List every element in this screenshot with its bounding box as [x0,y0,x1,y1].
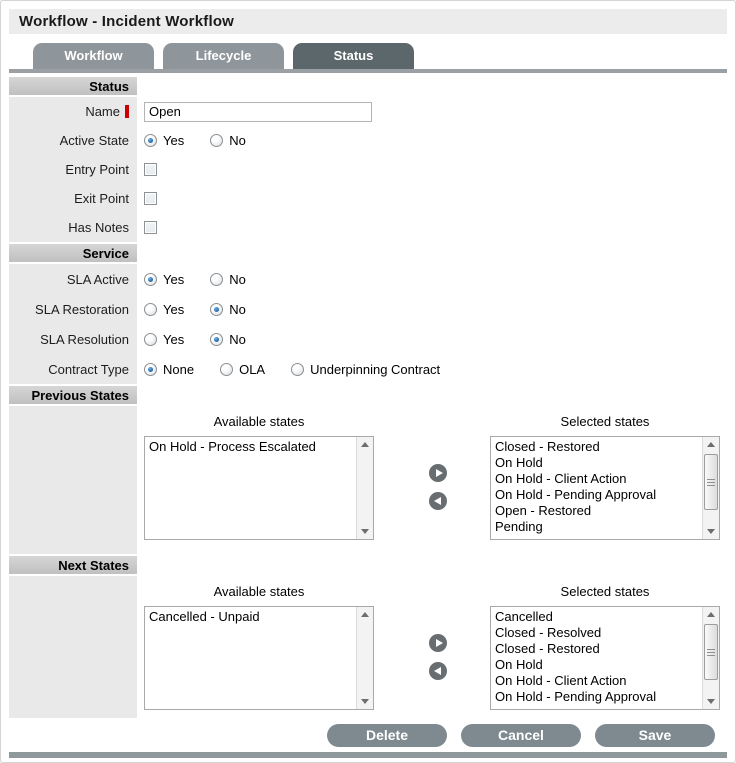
sla-restoration-row [9,294,721,324]
entry-point-checkbox[interactable] [144,163,157,176]
title-bar [9,9,727,34]
list-item[interactable]: On Hold - Process Escalated [149,439,316,454]
tab-bar [33,43,414,69]
list-item[interactable]: Open - Restored [495,503,592,518]
yes-label: Yes [163,331,185,347]
list-item[interactable]: Closed - Restored [495,439,600,454]
sla-active-row [9,264,721,294]
scroll-up-icon[interactable] [703,437,719,452]
tab-status[interactable]: Status [293,43,414,69]
required-indicator [125,105,129,118]
sla-active-label: SLA Active [9,264,137,294]
exit-point-label: Exit Point [9,184,137,213]
exit-point-checkbox[interactable] [144,192,157,205]
section-header-next-states [9,554,721,576]
list-item[interactable]: Cancelled - Unpaid [149,609,260,624]
list-item[interactable]: Closed - Resolved [495,625,602,640]
section-header-service [9,242,721,264]
sla-resolution-label: SLA Resolution [9,324,137,354]
previous-available-caption: Available states [213,414,305,429]
scroll-up-icon[interactable] [357,437,373,452]
scroll-up-icon[interactable] [357,607,373,622]
scroll-down-icon[interactable] [357,694,373,709]
scrollbar-thumb[interactable] [704,624,718,680]
tab-underline [9,69,727,73]
page-title: Workflow - Incident Workflow [19,13,235,30]
contract-underpinning-radio[interactable] [291,363,304,376]
contract-ola-label: OLA [239,361,266,377]
next-available-list[interactable] [144,606,374,710]
name-label: Name [85,104,120,119]
sla-active-no-radio[interactable] [210,273,223,286]
has-notes-label: Has Notes [9,213,137,242]
list-item[interactable]: On Hold [495,455,543,470]
scroll-up-icon[interactable] [703,607,719,622]
scroll-down-icon[interactable] [357,524,373,539]
yes-label: Yes [163,271,185,287]
previous-states-row [9,406,721,554]
no-label: No [229,133,246,148]
footer-divider [9,752,727,758]
contract-type-label: Contract Type [9,354,137,384]
tab-lifecycle[interactable]: Lifecycle [163,43,284,69]
delete-button[interactable]: Delete [327,724,447,747]
active-state-no-radio[interactable] [210,134,223,147]
next-selected-caption: Selected states [560,584,650,599]
previous-states-section-title: Previous States [9,384,137,406]
scroll-down-icon[interactable] [703,694,719,709]
list-item[interactable]: Pending [495,519,543,534]
scrollbar[interactable] [356,437,373,539]
move-left-button[interactable] [429,492,447,510]
entry-point-label: Entry Point [9,155,137,184]
contract-none-radio[interactable] [144,363,157,376]
has-notes-checkbox[interactable] [144,221,157,234]
list-item[interactable]: On Hold - Client Action [495,673,627,688]
move-right-button[interactable] [429,634,447,652]
active-state-yes-radio[interactable] [144,134,157,147]
sla-active-yes-radio[interactable] [144,273,157,286]
no-label: No [229,301,246,317]
arrow-left-icon [434,667,441,675]
section-header-status [9,75,721,97]
list-item[interactable]: On Hold [495,657,543,672]
move-right-button[interactable] [429,464,447,482]
scrollbar[interactable] [702,437,719,539]
section-header-previous-states [9,384,721,406]
sla-resolution-row [9,324,721,354]
scrollbar-thumb[interactable] [704,454,718,510]
next-available-caption: Available states [213,584,305,599]
contract-underpinning-label: Underpinning Contract [310,361,441,377]
previous-available-list[interactable] [144,436,374,540]
no-label: No [229,331,246,347]
contract-type-row [9,354,721,384]
list-item[interactable]: On Hold - Pending Approval [495,487,657,502]
exit-point-row [9,184,721,213]
list-item[interactable]: Cancelled [495,609,553,624]
previous-states-dual-list [137,406,721,554]
move-left-button[interactable] [429,662,447,680]
list-item[interactable]: On Hold - Client Action [495,471,627,486]
previous-selected-list[interactable] [490,436,720,540]
cancel-button[interactable]: Cancel [461,724,581,747]
active-state-label: Active State [9,126,137,155]
scrollbar[interactable] [702,607,719,709]
status-form [9,75,721,718]
arrow-right-icon [436,469,443,477]
has-notes-row [9,213,721,242]
name-input[interactable] [144,102,372,122]
scroll-down-icon[interactable] [703,524,719,539]
service-section-title: Service [9,242,137,264]
list-item[interactable]: On Hold - Pending Approval [495,689,657,704]
sla-restoration-no-radio[interactable] [210,303,223,316]
action-button-row [9,723,727,748]
arrow-left-icon [434,497,441,505]
next-states-dual-list [137,576,721,718]
active-state-row [9,126,721,155]
next-selected-list[interactable] [490,606,720,710]
next-states-row [9,576,721,718]
save-button[interactable]: Save [595,724,715,747]
sla-resolution-yes-radio[interactable] [144,333,157,346]
arrow-right-icon [436,639,443,647]
scrollbar[interactable] [356,607,373,709]
contract-none-label: None [163,361,195,377]
list-item[interactable]: Closed - Restored [495,641,600,656]
next-states-section-title: Next States [9,554,137,576]
yes-label: Yes [163,133,185,148]
name-row [9,97,721,126]
sla-restoration-label: SLA Restoration [9,294,137,324]
status-section-title: Status [9,75,137,97]
sla-resolution-no-radio[interactable] [210,333,223,346]
contract-ola-radio[interactable] [220,363,233,376]
previous-selected-caption: Selected states [560,414,650,429]
yes-label: Yes [163,301,185,317]
no-label: No [229,271,246,287]
entry-point-row [9,155,721,184]
tab-workflow[interactable]: Workflow [33,43,154,69]
sla-restoration-yes-radio[interactable] [144,303,157,316]
